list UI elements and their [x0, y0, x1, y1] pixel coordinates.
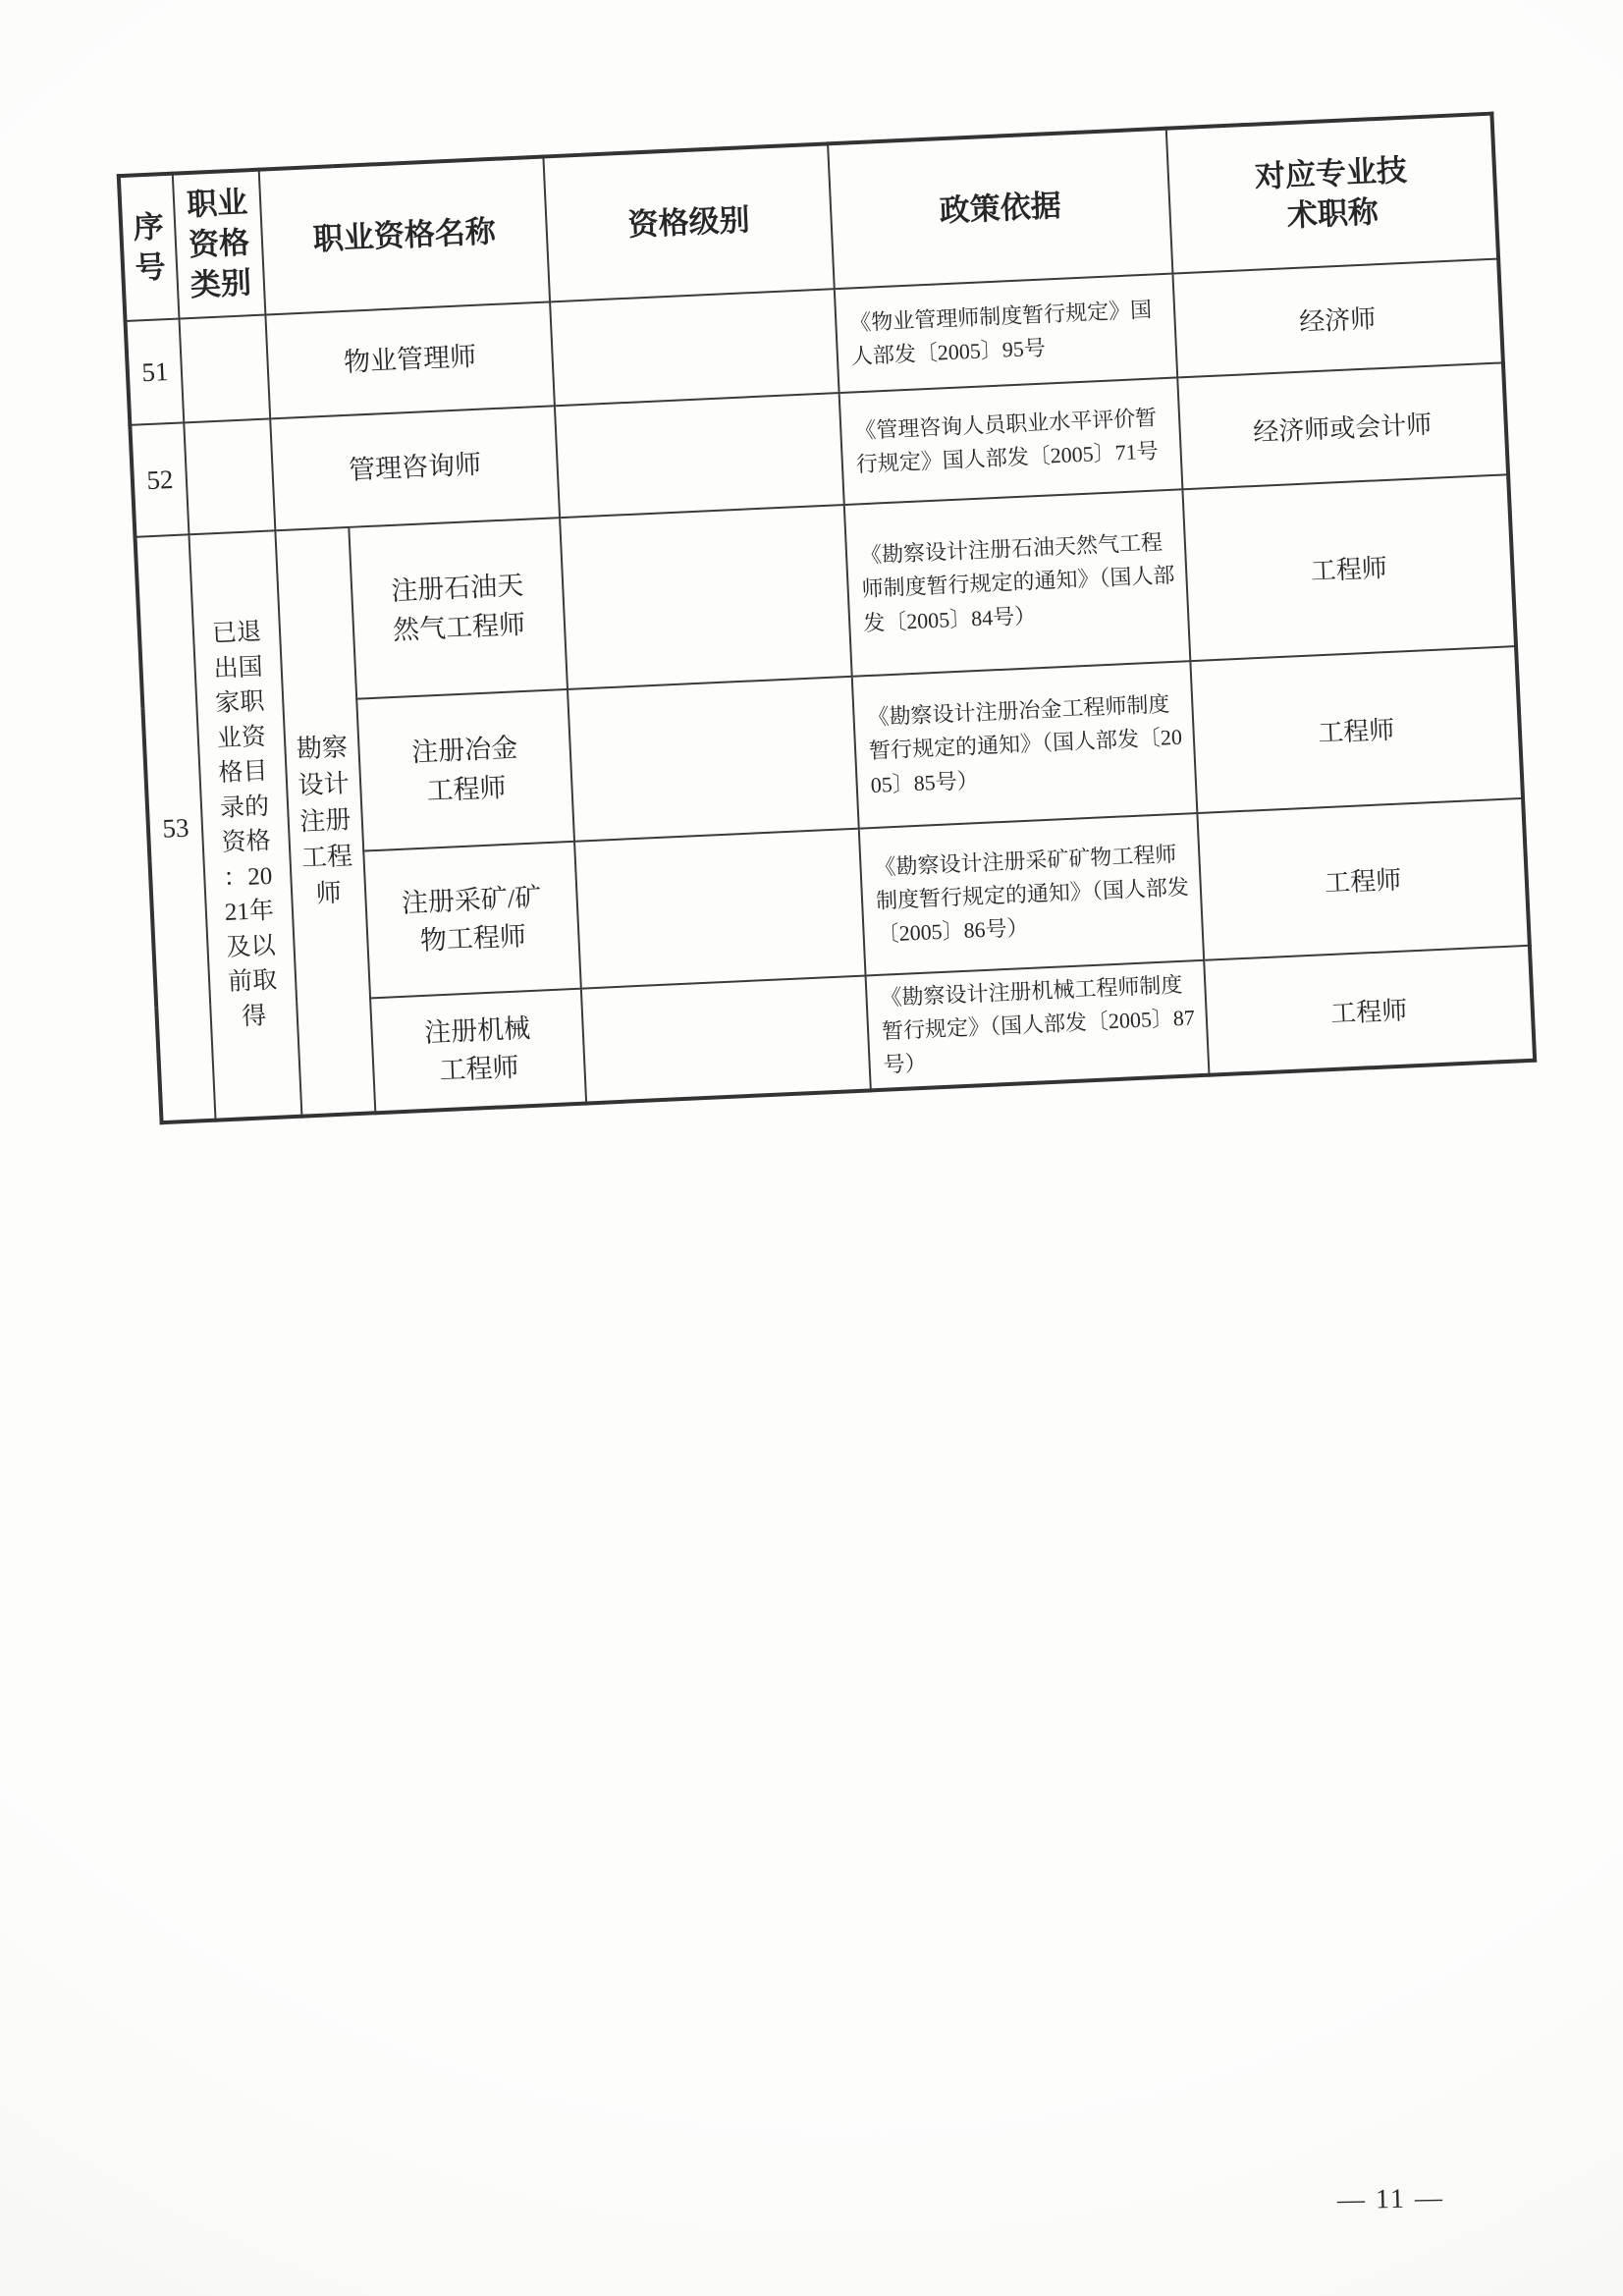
cell-51-no: 51	[126, 319, 185, 425]
cell-53-sub1-name: 注册石油天 然气工程师	[349, 518, 568, 699]
cell-53-sub1-level	[560, 505, 852, 689]
cell-53-sub4-level	[581, 975, 871, 1103]
cell-53-sub3-level	[574, 829, 866, 989]
cell-52-category	[184, 418, 275, 534]
cell-51-level	[550, 289, 839, 406]
cell-52-title: 经济师或会计师	[1177, 362, 1508, 489]
cell-53-sub3-name: 注册采矿/矿 物工程师	[363, 842, 581, 999]
cell-53-sub2-policy: 《勘察设计注册冶金工程师制度暂行规定的通知》（国人部发〔2005〕85号）	[852, 661, 1198, 828]
cell-51-name: 物业管理师	[265, 301, 555, 418]
cell-53-no: 53	[135, 534, 216, 1122]
column-header-title: 对应专业技术职称	[1166, 114, 1498, 274]
cell-52-level	[555, 393, 844, 518]
cell-53-sub4-name: 注册机械 工程师	[370, 989, 586, 1114]
cell-53-sub4-title: 工程师	[1204, 946, 1535, 1075]
cell-53-category: 已退出国家职业资格目录的资格：2021年及以前取得	[189, 530, 301, 1121]
cell-53-sub3-title: 工程师	[1197, 798, 1529, 960]
cell-52-name: 管理咨询师	[270, 406, 560, 530]
cell-53-group: 勘察设计注册工程师	[275, 527, 375, 1117]
cell-52-policy: 《管理咨询人员职业水平评价暂行规定》国人部发〔2005〕71号	[839, 377, 1183, 505]
cell-53-sub2-title: 工程师	[1190, 646, 1523, 813]
cell-51-title: 经济师	[1172, 258, 1502, 377]
column-header-no: 序号	[119, 174, 180, 321]
column-header-level: 资格级别	[543, 143, 834, 301]
cell-51-category	[179, 315, 270, 423]
cell-53-sub2-level	[568, 677, 859, 842]
cell-53-sub1-policy: 《勘察设计注册石油天然气工程师制度暂行规定的通知》（国人部发〔2005〕84号）	[844, 489, 1191, 676]
cell-52-no: 52	[130, 422, 189, 536]
cell-53-sub1-title: 工程师	[1182, 474, 1516, 661]
cell-51-policy: 《物业管理师制度暂行规定》国人部发〔2005〕95号	[835, 274, 1177, 394]
qualification-table-wrap	[117, 112, 1534, 1125]
column-header-name: 职业资格名称	[259, 157, 550, 315]
page-number: — 11 —	[1336, 2182, 1445, 2216]
cell-53-sub3-policy: 《勘察设计注册采矿矿物工程师制度暂行规定的通知》（国人部发〔2005〕86号）	[859, 813, 1204, 975]
column-header-policy: 政策依据	[828, 129, 1172, 289]
cell-53-sub4-policy: 《勘察设计注册机械工程师制度暂行规定》（国人部发〔2005〕87号）	[866, 960, 1210, 1091]
column-header-category: 职业资格类别	[173, 170, 266, 319]
cell-53-sub2-name: 注册冶金 工程师	[356, 689, 574, 851]
qualification-table	[117, 112, 1538, 1125]
